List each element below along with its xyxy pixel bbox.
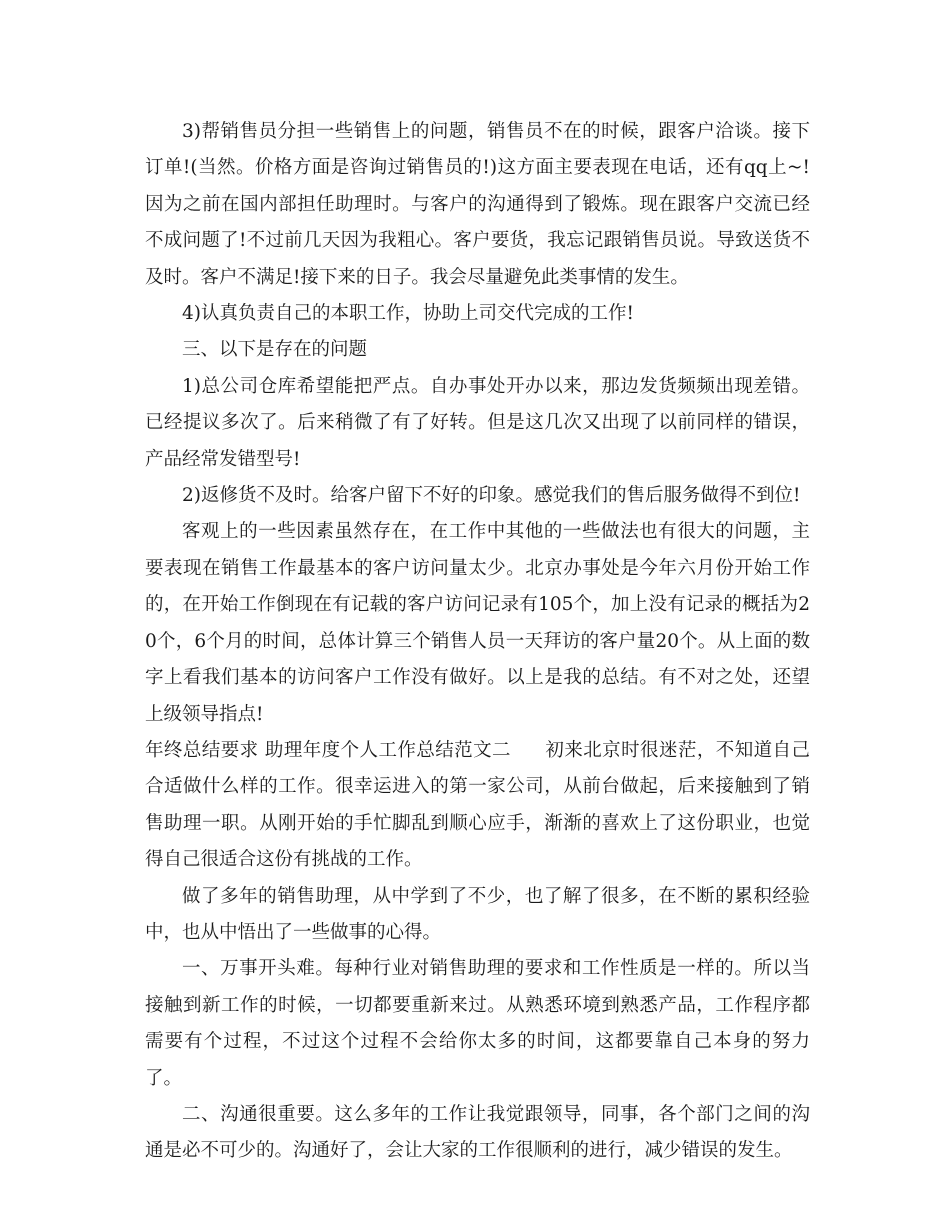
section-two (145, 733, 810, 879)
paragraph-sales-help: 3)帮销售员分担一些销售上的问题，销售员不在的时候，跟客户洽谈。接下订单!(当然。价格方面是咨询过销售员的!)这方面主要表现在电话，还有qq上~!因为之前在国内部担任助理时。与客户的沟通得到了锻炼。现在跟客户交流已经不成问题了!不过前几天因为我粗心。客户要货，我忘记跟销售员说。导致送货不及时。客户不满足!接下来的日子。我会尽量避免此类事情的发生。 (145, 121, 811, 288)
paragraph-second-point: 二、沟通很重要。这么多年的工作让我觉跟领导，同事，各个部门之间的沟通是必不可少的。沟通好了，会让大家的工作很顺利的进行，减少错误的发生。 (145, 1103, 810, 1162)
paragraph-warehouse: 1)总公司仓库希望能把严点。自办事处开办以来，那边发货频频出现差错。已经提议多次了。后来稍微了有了好转。但是这几次又出现了以前同样的错误，产品经常发错型号! (145, 375, 810, 470)
paragraph-duty: 4)认真负责自己的本职工作，协助上司交代完成的工作! (182, 303, 634, 325)
section-intro: 初来北京时很迷茫，不知道自己合适做什么样的工作。很幸运进入的第一家公司，从前台做起，后来接触到了销售助理一职。从刚开始的手忙脚乱到顺心应手，渐渐的喜欢上了这份职业，也觉得自己很适合这份有挑战的工作。 (145, 739, 810, 871)
document-body (145, 114, 810, 1170)
section-title: 年终总结要求 助理年度个人工作总结范文二 (145, 739, 511, 761)
paragraph-repair: 2)返修货不及时。给客户留下不好的印象。感觉我们的售后服务做得不到位! (182, 485, 801, 507)
paragraph-summary: 客观上的一些因素虽然存在，在工作中其他的一些做法也有很大的问题，主要表现在销售工作最基本的客户访问量太少。北京办事处是今年六月份开始工作的，在开始工作倒现在有记载的客户访问记录有105个，加上没有记录的概括为20个，6个月的时间，总体计算三个销售人员一天拜访的客户量20个。从上面的数字上看我们基本的访问客户工作没有做好。以上是我的总结。有不对之处，还望上级领导指点! (145, 521, 810, 725)
heading-problems: 三、以下是存在的问题 (182, 339, 368, 361)
paragraph-first-point: 一、万事开头难。每种行业对销售助理的要求和工作性质是一样的。所以当接触到新工作的时候，一切都要重新来过。从熟悉环境到熟悉产品，工作程序都需要有个过程，不过这个过程不会给你太多的时间，这都要靠自己本身的努力了。 (145, 958, 810, 1089)
paragraph-experience: 做了多年的销售助理，从中学到了不少，也了解了很多，在不断的累积经验中，也从中悟出了一些做事的心得。 (145, 885, 810, 943)
